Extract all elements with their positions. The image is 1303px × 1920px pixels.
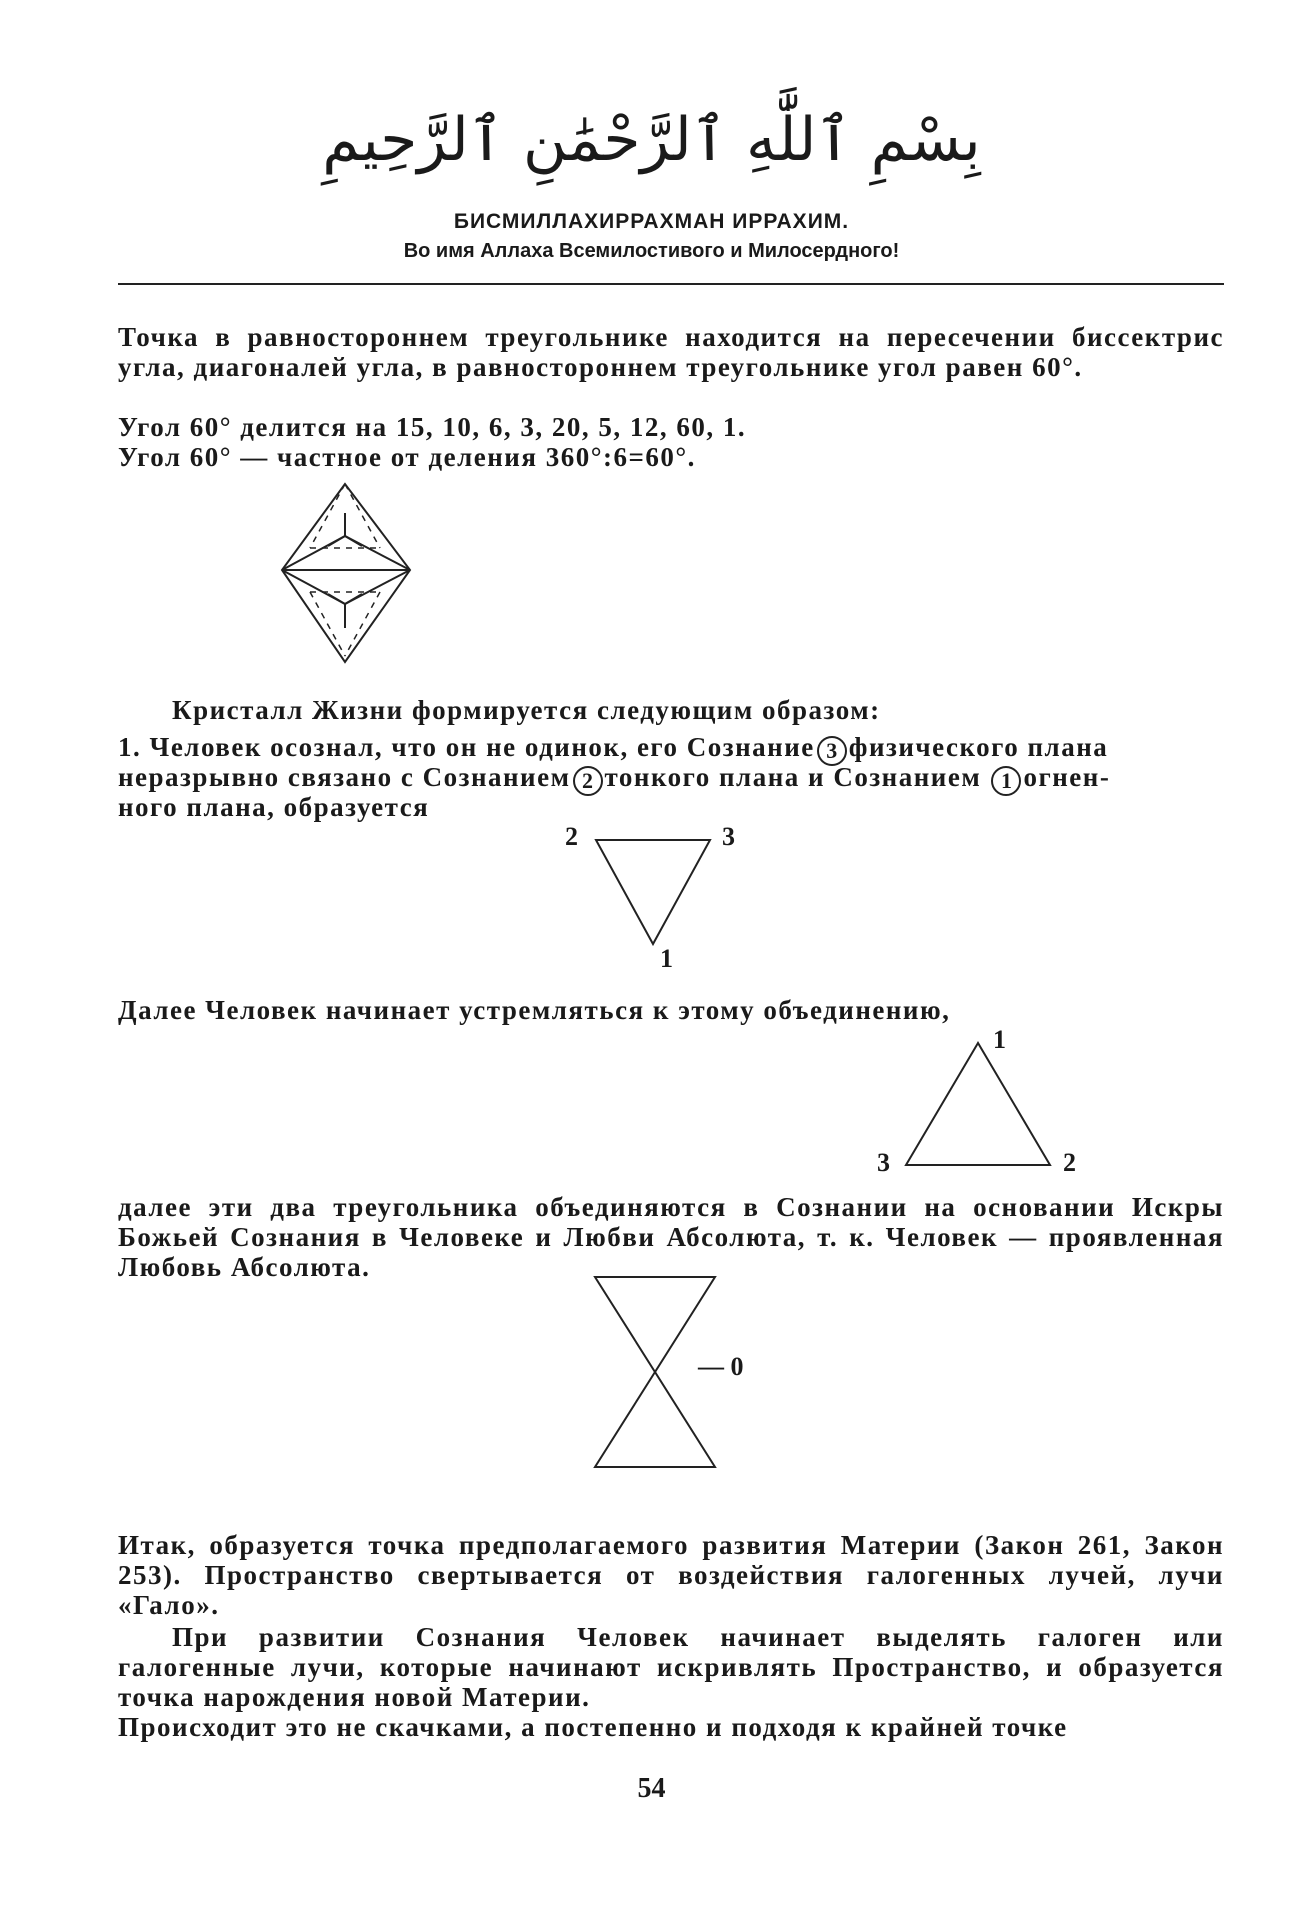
tri-down-label-left: 2 bbox=[565, 822, 578, 851]
bismillah-translation: Во имя Аллаха Всемилостивого и Милосердного! bbox=[403, 240, 900, 262]
paragraph-angle-quotient: Угол 60° — частное от деления 360°:6=60°. bbox=[118, 442, 696, 472]
item1-text-a: 1. Человек осознал, что он не одинок, его Сознание bbox=[118, 732, 815, 762]
bismillah-calligraphy: بِسْمِ ٱللَّٰهِ ٱلرَّحْمَٰنِ ٱلرَّحِيمِ bbox=[322, 105, 981, 175]
item1-line2 bbox=[118, 762, 1110, 796]
item1-line3: ного плана, образуется bbox=[118, 792, 430, 822]
circled-number-2: 2 bbox=[573, 766, 603, 796]
item1-text-d: тонкого плана и Сознанием bbox=[604, 762, 982, 792]
hourglass-label: — 0 bbox=[698, 1352, 744, 1381]
paragraph-thus: Итак, образуется точка предполагаемого развития Материи (Закон 261, Закон 253). Пространство свертывается от воздействия галогенных лучей, лучи «Гало». bbox=[118, 1530, 1224, 1620]
circled-number-3: 3 bbox=[817, 736, 847, 766]
triangle-up-figure bbox=[896, 1035, 1056, 1175]
paragraph-further: Далее Человек начинает устремляться к этому объединению, bbox=[118, 995, 951, 1025]
tri-up-label-top: 1 bbox=[993, 1025, 1006, 1054]
item1-text-e: огнен- bbox=[1023, 762, 1111, 792]
paragraph-triangle-point: Точка в равностороннем треугольнике находится на пересечении биссектрис угла, диагоналей угла, в равностороннем треугольнике угол равен 60°. bbox=[118, 322, 1224, 382]
paragraph-angle-divisors: Угол 60° делится на 15, 10, 6, 3, 20, 5, 12, 60, 1. bbox=[118, 412, 747, 442]
page-number: 54 bbox=[637, 1773, 666, 1804]
tri-up-label-right: 2 bbox=[1063, 1148, 1076, 1177]
triangle-down-figure bbox=[588, 832, 718, 952]
crystal-heading: Кристалл Жизни формируется следующим образом: bbox=[172, 695, 881, 725]
tri-down-label-right: 3 bbox=[722, 822, 735, 851]
header-divider bbox=[118, 283, 1224, 285]
item1-text-b: физического плана bbox=[848, 732, 1109, 762]
paragraph-last: Происходит это не скачками, а постепенно и подходя к крайней точке bbox=[118, 1712, 1068, 1742]
bismillah-transliteration: БИСМИЛЛАХИРРАХМАН ИРРАХИМ. bbox=[453, 210, 850, 233]
paragraph-merge: далее эти два треугольника объединяются в Сознании на основании Искры Божьей Сознания в Человеке и Любви Абсолюта, т. к. Человек — проявленная Любовь Абсолюта. bbox=[118, 1192, 1224, 1282]
double-pyramid-figure bbox=[270, 478, 420, 674]
item1-text-c: неразрывно связано с Сознанием bbox=[118, 762, 571, 792]
tri-up-label-left: 3 bbox=[877, 1148, 890, 1177]
tri-down-label-bottom: 1 bbox=[660, 944, 673, 973]
paragraph-develop: При развитии Сознания Человек начинает выделять галоген или галогенные лучи, которые начинают искривлять Пространство, и образуется точка нарождения новой Материи. bbox=[118, 1622, 1224, 1712]
item1-line1 bbox=[118, 732, 1108, 766]
circled-number-1: 1 bbox=[991, 766, 1021, 796]
